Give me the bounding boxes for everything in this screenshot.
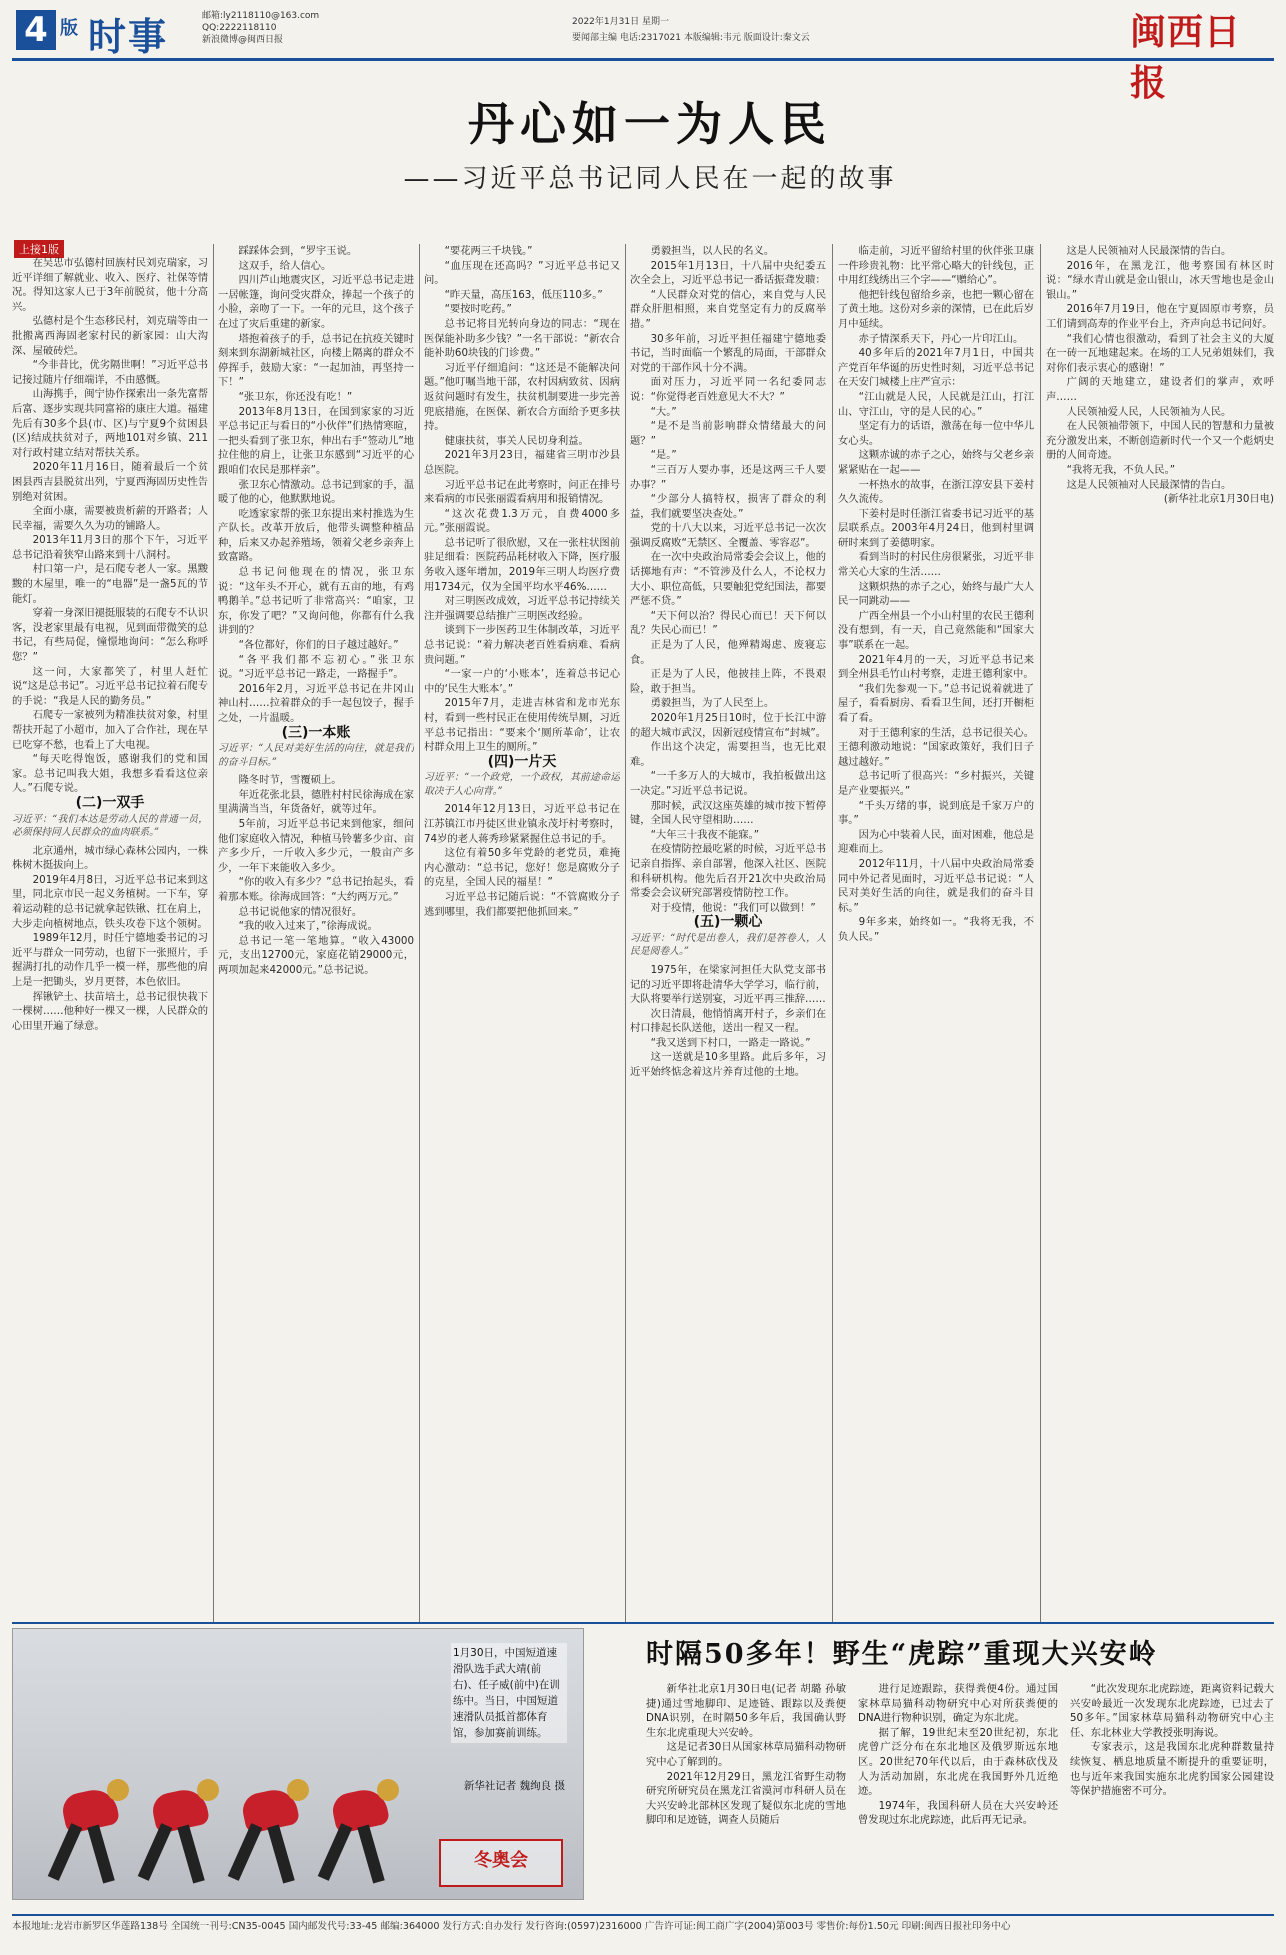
paragraph: “昨天量，高压163，低压110多。” [444, 288, 603, 301]
paragraph: 人民领袖爱人民，人民领袖为人民。 [1066, 405, 1232, 418]
paragraph: 30多年前，习近平担任福建宁德地委书记，当时面临一个繁乱的局面，干部群众对党的干部作风十分不满。 [630, 332, 826, 374]
paragraph: 习近平总书记在此考察时，问正在排号来看病的市民张丽霞看病用和报销情况。 [424, 478, 620, 506]
paragraph: “各位都好，你们的日子越过越好。” [238, 639, 399, 652]
newspaper-logo: 闽西日报 [1130, 11, 1242, 104]
section-heading: (五)一颗心 [693, 914, 763, 931]
paragraph: “大年三十我夜不能寐。” [650, 828, 760, 841]
paragraph: 习近平仔细追问：“这还是不能解决问题。”他叮嘱当地干部，农村因病致贫、因病返贫问题时有发生，扶贫机制要进一步完善兜底措施，在医保、新农合方面给予更多扶持。 [424, 361, 620, 433]
skater-figure [43, 1773, 129, 1891]
paragraph: 吃透家家帮的张卫东提出来村推选为生产队长。改革开放后，他带头调整种植品种，后来又办起养殖场，领着父老乡亲奔上致富路。 [218, 507, 414, 564]
paragraph: 临走前，习近平留给村里的伙伴张卫康一件珍贵礼物：比平常心略大的针线包，正中用红线绣出三个字——“赠给心”。 [838, 245, 1034, 287]
paragraph: 这双手，给人信心。 [238, 259, 332, 272]
paragraph: 习近平总书记随后说：“不管腐败分子逃到哪里，我们都要把他抓回来。” [424, 890, 620, 918]
paragraph: 这是人民领袖对人民最深情的告白。 [1066, 478, 1232, 491]
paragraph: 全面小康，需要被贵析薪的开路者；人民幸福，需要久久为功的铺路人。 [12, 505, 208, 532]
paragraph: 对于王德利家的生活，总书记很关心。王德利激动地说：“国家政策好，我们日子越过越好。” [838, 726, 1034, 768]
paragraph: 2021年4月的一天，习近平总书记来到全州县毛竹山村考察，走进王德利家中。 [838, 653, 1034, 681]
paragraph: 专家表示，这是我国东北虎种群数量持续恢复、栖息地质量不断提升的重要证明，也与近年来我国实施东北虎豹国家公园建设等保护措施密不可分。 [1070, 1741, 1274, 1798]
paragraph: “大。” [650, 405, 677, 418]
paragraph: 2016年2月，习近平总书记在井冈山神山村……拉着群众的手一起包饺子，握手之处，一片温暖。 [218, 682, 414, 724]
paragraph: 1975年，在梁家河担任大队党支部书记的习近平即将赴清华大学学习，临行前，大队将要举行送别宴，习近平再三推辞…… [630, 963, 826, 1006]
photo-caption: 1月30日，中国短道速滑队选手武大靖(前右)、任子威(前中)在训练中。当日，中国短道速滑队员抵首都体育馆，参加赛前训练。 [451, 1643, 567, 1743]
paragraph: “你的收入有多少？”总书记抬起头，看着那本账。徐海成回答：“大约两万元。” [218, 876, 414, 903]
news-photo [12, 1628, 584, 1900]
paragraph: 四川芦山地震灾区，习近平总书记走进一居帐篷，询问受灾群众，捧起一个孩子的小脸，亲吻了一下。一年的元旦，这个孩子在过了灾后重建的新家。 [218, 274, 414, 330]
main-headline: 丹心如一为人民 [468, 97, 832, 151]
paragraph: 2012年11月，十八届中央政治局常委同中外记者见面时，习近平总书记说：“人民对美好生活的向往，就是我们的奋斗目标。” [838, 857, 1034, 914]
paragraph: 这颗炽热的赤子之心，始终与最广大人民一同跳动—— [838, 580, 1034, 608]
paragraph: “天下何以治？得民心而已！天下何以乱？失民心而已！” [630, 609, 826, 637]
paragraph: 次日清晨，他悄悄离开村子，乡亲们在村口排起长队送他，送出一程又一程。 [630, 1007, 826, 1035]
paragraph: “要按时吃药。” [444, 303, 512, 316]
article-column-6 [1046, 244, 1274, 1624]
paragraph: 健康扶贫，事关人民切身利益。 [444, 434, 589, 447]
paragraph: 总书记听了很欣慰，又在一张柱状图前驻足细看：医院药品耗材收入下降，医疗服务收入逐年增加，2019年三明人均医疗费用1734元，仅为全国平均水平46%…… [424, 536, 620, 593]
paragraph: “一家一户的‘小账本’，连着总书记心中的‘民生大账本’。” [424, 668, 620, 695]
paragraph: 在人民领袖带领下，中国人民的智慧和力量被充分激发出来，不断创造新时代一个又一个彪炳史册的人间奇迹。 [1046, 420, 1274, 462]
article2-column-3 [1070, 1682, 1274, 1890]
paragraph: 2020年1月25日10时，位于长江中游的超大城市武汉，因新冠疫情宣布“封城”。 [630, 712, 826, 739]
paragraph: 2013年8月13日，在国到家家的习近平总书记正与看日的“小伙伴”们热情寒暄，一把头看到了张卫东，伸出右手“签动儿”地拉住他的肩上，让张卫东感到“习近平的心跟咱们农民是那样亲”。 [218, 405, 414, 476]
paragraph: 他把针线包留给乡亲，也把一颗心留在了黄土地。这份对乡亲的深情，已在此后岁月中延续。 [838, 288, 1034, 330]
masthead [12, 8, 1274, 104]
section-heading: (四)一片天 [487, 753, 557, 770]
paragraph: 弘德村是个生态移民村，刘克瑞等由一批搬离西海固老家村民的新家园：山大沟深、屋破砖烂。 [12, 315, 208, 357]
paragraph: 正是为了人民，他殚精竭虑、废寝忘食。 [630, 639, 826, 666]
pull-quote: 习近平：“时代是出卷人，我们是答卷人，人民是阅卷人。” [630, 932, 826, 958]
paragraph: “一千多万人的大城市，我拍板做出这一决定。”习近平总书记说。 [630, 770, 826, 797]
paragraph: “这次花费1.3万元，自费4000多元。”张丽霞说。 [424, 507, 620, 535]
paragraph: 隆冬时节，雪覆硕上。 [238, 774, 342, 787]
contact-info [202, 10, 319, 46]
paragraph: “各平我们都不忘初心。”张卫东说。“习近平总书记一路走，一路握手”。 [218, 653, 414, 681]
paragraph: 总书记说他家的情况很好。 [238, 905, 363, 918]
paragraph: “我的收入过来了，”徐海成说。 [238, 920, 378, 933]
paragraph: 2016年，在黑龙江，他考察国有林区时说：“绿水青山就是金山银山，冰天雪地也是金山银山。” [1046, 259, 1274, 301]
paragraph: 这颗赤诚的赤子之心，始终与父老乡亲紧紧贴在一起—— [838, 449, 1034, 476]
paragraph: 2015年1月13日，十八届中央纪委五次全会上，习近平总书记一番话振聋发聩： [630, 259, 826, 287]
paragraph: 总书记问他现在的情况，张卫东说：“这年头不开心，就有五亩的地，有鸡鸭鹅羊。”总书记听了非常高兴：“咱家，卫东，你发了吧？”又询问他，你都有什么我讲到的？ [218, 566, 414, 637]
paragraph: 9年多来，始终如一。“我将无我，不负人民。” [838, 916, 1034, 943]
paragraph: 作出这个决定，需要担当，也无比艰难。 [630, 741, 826, 768]
column-rule [419, 244, 420, 1624]
section-title: 时事 [88, 15, 169, 59]
photo-credit: 新华社记者 魏绚良 摄 [463, 1780, 565, 1792]
contact-qq: QQ:2222118110 [202, 23, 277, 33]
paragraph: 一杯热水的故事，在浙江淳安县下姜村久久流传。 [838, 478, 1034, 506]
paragraph: 2021年12月29日，黑龙江省野生动物研究所研究员在黑龙江省漠河市科研人员在大兴安岭北部林区发现了疑似东北虎的雪地脚印和足迹链，调查人员随后 [646, 1770, 846, 1827]
paragraph: 勇毅担当，以人民的名义。 [650, 245, 775, 257]
paragraph: “我们心情也很激动，看到了社会主义的大厦在一砖一瓦地建起来。在场的工人兄弟姐妹们，我对你们表示衷心的感谢！” [1046, 332, 1274, 374]
paragraph: 看到当时的村民住房很紧张，习近平非常关心大家的生活…… [838, 551, 1034, 579]
paragraph: 山海携手，闽宁协作探索出一条先富帮后富、逐步实现共同富裕的康庄大道。福建先后有30多个县(市、区)与宁夏9个贫困县(区)结成扶贫对子，两地101对乡镇、211对行政村建立结对帮扶关系。 [12, 388, 208, 459]
paragraph: “是。” [650, 449, 677, 462]
article-column-2 [218, 244, 414, 1624]
article2-headline: 时隔50多年！野生“虎踪”重现大兴安岭 [646, 1639, 1158, 1670]
paragraph: “要花两三千块钱。” [444, 245, 533, 257]
edition-number: 4 [16, 10, 56, 50]
paragraph: 这一送就是10多里路。此后多年，习近平始终惦念着这片养育过他的土地。 [630, 1051, 826, 1079]
paragraph: 村口第一户，是石爬专老人一家。黑黢黢的木屋里，唯一的“电器”是一盏5瓦的节能灯。 [12, 563, 208, 605]
paragraph: 2015年7月，走进吉林省和龙市光东村，看到一些村民正在使用传统旱厕，习近平总书记指出：“要来个‘厕所革命’，让农村群众用上卫生的厕所。” [424, 697, 620, 754]
paragraph: 这是记者30日从国家林草局猫科动物研究中心了解到的。 [646, 1741, 846, 1768]
paragraph: “每天吃得饱饭，感谢我们的党和国家。总书记叫我大姐，我想多看看这位亲人。”石爬专说。 [12, 753, 208, 795]
paragraph: “人民群众对党的信心，来自党与人民群众肝胆相照，来自党坚定有力的反腐举措。” [630, 288, 826, 330]
paragraph: “今非昔比，优劣隔世啊！”习近平总书记接过随片仔细端详，不由感慨。 [12, 359, 208, 386]
page-footer: 本报地址:龙岩市新罗区华莲路138号 全国统一刊号:CN35-0045 国内邮发代号:33-45 邮编:364000 发行方式:自办发行 发行咨询:(0597)2316000 广告许可证:闽工商广字(2004)第003号 零售价:每份1.50元 印刷:闽西日报社印务中心 [12, 1914, 1274, 1938]
edition-unit: 版 [60, 18, 78, 39]
paragraph: 赤子情深系天下，丹心一片印江山。 [858, 332, 1024, 345]
paragraph: “三百万人要办事，还是这两三千人要办事？” [630, 463, 826, 491]
paragraph: 谈到下一步医药卫生体制改革，习近平总书记说：“着力解决老百姓看病难、看病贵问题。” [424, 624, 620, 666]
paragraph: 2013年11月3日的那个下午，习近平总书记沿着狭窄山路来到十八洞村。 [12, 534, 208, 561]
staff-line: 要闻部主编 电话:2317021 本版编辑:韦元 版面设计:秦文云 [572, 33, 810, 43]
paragraph: 在疫情防控最吃紧的时候，习近平总书记亲自指挥、亲自部署，他深入社区、医院和科研机构。他先后召开21次中央政治局常委会会议研究部署疫情防控工作。 [630, 843, 826, 900]
continued-tag: 上接1版 [14, 240, 64, 258]
paragraph: 北京通州，城市绿心森林公园内，一株株树木挺拔向上。 [12, 844, 208, 872]
paragraph: 40多年后的2021年7月1日，中国共产党百年华诞的历史性时刻，习近平总书记在天安门城楼上庄严宣示： [838, 347, 1034, 389]
column-rule [625, 244, 626, 1624]
section-heading: (三)一本账 [281, 724, 351, 741]
column-rule [213, 244, 214, 1624]
paragraph: “千头万绪的事，说到底是千家万户的事。” [838, 799, 1034, 827]
paragraph: 2019年4月8日，习近平总书记来到这里，同北京市民一起义务植树。一下车，穿着运动鞋的总书记就拿起铁锹、扛在肩上，大步走向植树地点，铁头攻卷下这个领树。 [12, 873, 208, 930]
paragraph: 这是人民领袖对人民最深情的告白。 [1066, 245, 1232, 257]
paragraph: 塔抱着孩子的手，总书记在抗疫关键时刻来到东湖新城社区，向楼上隔离的群众不停挥手，鼓励大家：“一起加油，再坚持一下！” [218, 332, 414, 389]
paragraph: 穿着一身深旧褪挺服装的石爬专不认识客，没老家里最有电视，见到面带微笑的总书记，有些局促，憧憬地询问：“怎么称呼您？” [12, 607, 208, 664]
paragraph: “我又送到下村口，一路走一路说。” [650, 1036, 811, 1049]
article-column-5 [838, 244, 1034, 1624]
paragraph: 面对压力，习近平同一名纪委同志说：“你觉得老百姓意见大不大？” [630, 376, 826, 403]
paragraph: 踩踩体会到，“罗宇玉说。 [238, 245, 358, 257]
section-heading: (二)一双手 [75, 794, 145, 811]
paragraph: 1974年，我国科研人员在大兴安岭还曾发现过东北虎踪迹，此后再无记录。 [858, 1799, 1058, 1827]
paragraph: 这位有着50多年党龄的老党员，难掩内心激动：“总书记，您好！您是腐败分子的克星，全国人民的福星！” [424, 847, 620, 889]
paragraph: 5年前，习近平总书记来到他家，细问他们家庭收入情况，种植马铃薯多少亩、亩产多少斤，一斤收入多少元，一般亩产多少，一年下来能收入多少。 [218, 817, 414, 874]
article-column-4 [630, 244, 826, 1624]
paragraph: 坚定有力的话语，激荡在每一位中华儿女心头。 [838, 420, 1034, 447]
column-rule [832, 244, 833, 1624]
paragraph: 2016年7月19日，他在宁夏固原市考察，员工们请到高寿的作业平台上，齐声向总书记问好。 [1046, 303, 1274, 330]
paragraph: 在一次中央政治局常委会会议上，他的话掷地有声：“不管涉及什么人，不论权力大小、职位高低，只要触犯党纪国法，都要严惩不贷。” [630, 551, 826, 608]
contact-weibo: 新浪微博@闽西日报 [202, 35, 284, 45]
paragraph: 对三明医改成效，习近平总书记持续关注并强调要总结推广三明医改经验。 [424, 595, 620, 622]
contact-email[interactable]: 邮箱:ly2118110@163.com [202, 11, 320, 21]
paragraph: “江山就是人民，人民就是江山，打江山、守江山，守的是人民的心。” [838, 390, 1034, 418]
paragraph: 张卫东心情激动。总书记到家的手，温暖了他的心，他默默地说。 [218, 478, 414, 506]
paragraph: 勇毅担当，为了人民至上。 [650, 697, 775, 710]
column-rule [1040, 244, 1041, 1624]
paragraph: 进行足迹跟踪，获得粪便4份。通过国家林草局猫科动物研究中心对所获粪便的DNA进行物种识别，确定为东北虎。 [858, 1683, 1058, 1725]
paragraph: 下姜村是时任浙江省委书记习近平的基层联系点。2003年4月24日，他到村里调研时来到了姜德明家。 [838, 507, 1034, 549]
paragraph: 总书记听了很高兴：“乡村振兴，关键是产业要振兴。” [838, 770, 1034, 797]
paragraph: 因为心中装着人民，面对困难，他总是迎难而上。 [838, 828, 1034, 856]
paragraph: 总书记一笔一笔地算。“收入43000元，支出12700元，家庭花销29000元，两项加起来42000元。”总书记说。 [218, 934, 414, 976]
skater-figure [313, 1773, 399, 1891]
paragraph: 据了解，19世纪末至20世纪初，东北虎曾广泛分布在东北地区及俄罗斯远东地区。20世纪70年代以后，由于森林砍伐及人为活动加剧，东北虎在我国野外几近绝迹。 [858, 1726, 1058, 1798]
pull-quote: 习近平：“一个政党，一个政权，其前途命运取决于人心向背。” [424, 772, 620, 797]
article2-column-1 [646, 1682, 846, 1890]
dateline: (新华社北京1月30日电) [1163, 493, 1274, 506]
paragraph: 总书记将目光转向身边的同志：“现在医保能补助多少钱？”一名干部说：“新农合能补助60块钱的门诊费。” [424, 317, 620, 360]
paragraph: 党的十八大以来，习近平总书记一次次强调反腐败“无禁区、全覆盖、零容忍”。 [630, 522, 826, 549]
skater-figure [223, 1773, 309, 1891]
skater-figure [133, 1773, 219, 1891]
paragraph: 那时候，武汉这座英雄的城市按下暂停键，全国人民守望相助…… [630, 799, 826, 827]
paragraph: 对于疫情，他说：“我们可以做到！” [650, 901, 816, 914]
paragraph: “血压现在还高吗？”习近平总书记又问。 [424, 259, 620, 287]
paragraph: 2020年11月16日，随着最后一个贫困县西吉县脱贫出列，宁夏西海固历史性告别绝对贫困。 [12, 461, 208, 503]
paragraph: “少部分人搞特权，损害了群众的利益，我们就要坚决查处。” [630, 493, 826, 520]
paragraph: 1989年12月，时任宁德地委书记的习近平与群众一同劳动，也留下一张照片，手握满打扎的动作几乎一模一样，那些他的肩上是一把锄头，岁月更替，本色依旧。 [12, 932, 208, 988]
paragraph: 广西全州县一个小山村里的农民王德利没有想到，有一天，自己竟然能和“国家大事”联系在一起。 [838, 609, 1034, 652]
pull-quote: 习近平：“我们本达是劳动人民的普通一员，必须保持同人民群众的血肉联系。” [12, 813, 208, 839]
paragraph: 这一问，大家都笑了，村里人赶忙说“这是总书记”。习近平总书记拉着石爬专的手说：“我是人民的勤务员。” [12, 665, 208, 707]
article2-column-2 [858, 1682, 1058, 1890]
paragraph: 挥锹铲土、扶苗培土，总书记很快栽下一棵树……他种好一棵又一棵，人民群众的心田里开遍了绿意。 [12, 990, 208, 1032]
paragraph: 2014年12月13日，习近平总书记在江苏镇江市丹徒区世业镇永茂圩村考察时，74岁的老人蒋秀珍紧紧握住总书记的手。 [424, 803, 620, 845]
paragraph: “张卫东，你还没有吃！” [238, 390, 353, 403]
paragraph: 新华社北京1月30日电(记者 胡璐 孙敏捷)通过雪地脚印、足迹链、跟踪以及粪便DNA识别，在时隔50多年后，我国确认野生东北虎重现大兴安岭。 [646, 1683, 846, 1739]
paragraph: 石爬专一家被列为精准扶贫对象，村里帮扶开起了小超市，加入了合作社，现在早已吃穿不愁，也看上了大电视。 [12, 709, 208, 751]
paragraph: “我将无我，不负人民。” [1066, 463, 1176, 476]
paragraph: 正是为了人民，他披挂上阵，不畏艰险，敢于担当。 [630, 668, 826, 695]
article-column-3 [424, 244, 620, 1624]
paragraph: 广阔的天地建立，建设者们的掌声，欢呼声…… [1046, 376, 1274, 403]
paragraph: “我们先参观一下。”总书记说着就进了屋子，看看厨房、看看卫生间，还打开橱柜看了看。 [838, 682, 1034, 724]
main-subheadline: ——习近平总书记同人民在一起的故事 [403, 164, 897, 194]
paragraph: 年近花张北县，德胜村村民徐海成在家里满满当当，年货备好，就等过年。 [218, 788, 414, 816]
pull-quote: 习近平：“人民对美好生活的向往，就是我们的奋斗目标。” [218, 743, 414, 768]
paragraph: 在吴忠市弘德村回族村民刘克瑞家，习近平详细了解就业、收入、医疗、社保等情况。得知这家人已于3年前脱贫，他十分高兴。 [12, 257, 208, 313]
paragraph: “是不是当前影响群众情绪最大的问题？” [630, 420, 826, 447]
article-column-1 [12, 256, 208, 1746]
paragraph: “此次发现东北虎踪迹，距离资料记载大兴安岭最近一次发现东北虎踪迹，已过去了50多年。”国家林草局猫科动物研究中心主任、东北林业大学教授张明海说。 [1070, 1683, 1274, 1739]
paragraph: 2021年3月23日，福建省三明市沙县总医院。 [424, 449, 620, 476]
issue-date: 2022年1月31日 星期一 [572, 17, 669, 27]
winter-olympics-logo: 冬奥会 [439, 1839, 563, 1887]
